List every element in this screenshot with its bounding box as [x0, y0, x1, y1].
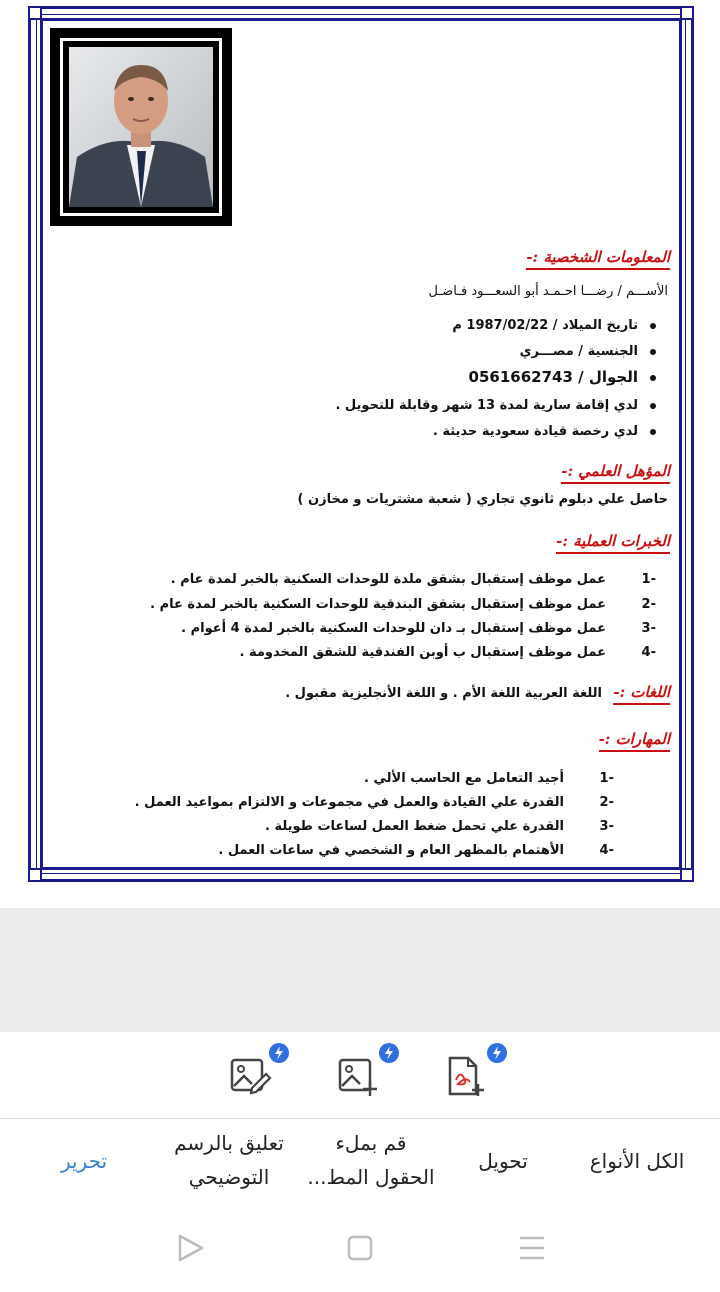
toolbar-divider: [0, 1118, 720, 1119]
border-corner: [680, 6, 694, 20]
name-line: الأســـم / رضـــا احـمـد أبو السعـــود فـاضـل: [428, 284, 668, 299]
experience-item: -1عمل موظف إستقبال بشقق ملدة للوحدات السكنية بالخبر لمدة عام .: [170, 572, 656, 587]
profile-photo: [69, 47, 213, 207]
section-title-education: المؤهل العلمي :-: [561, 462, 670, 484]
section-title-personal: المعلومات الشخصية :-: [526, 248, 670, 270]
tab-fill-fields[interactable]: قم بملء الحقول المط...: [307, 1131, 435, 1189]
skill-item: -3القدرة علي تحمل ضغط العمل لساعات طويلة .: [265, 819, 614, 834]
education-text: حاصل علي دبلوم ثانوي تجاري ( شعبة مشتريات و مخازن ): [297, 492, 668, 507]
border-corner: [28, 6, 42, 20]
profile-photo-frame: [50, 28, 232, 226]
experience-item: -3عمل موظف إستقبال بـ دان للوحدات السكنية بالخبر لمدة 4 أعوام .: [181, 621, 656, 636]
border-corner: [680, 868, 694, 882]
home-nav-icon[interactable]: [340, 1228, 380, 1268]
edit-image-icon[interactable]: [222, 1048, 278, 1104]
tab-edit[interactable]: تحرير: [60, 1149, 108, 1173]
section-title-experience: الخبرات العملية :-: [556, 532, 670, 554]
tab-convert[interactable]: تحويل: [478, 1149, 528, 1173]
skill-item: -4الأهتمام بالمظهر العام و الشخصي في ساعات العمل .: [218, 843, 614, 858]
bullet-license: لدي رخصة قيادة سعودية حديثة .: [433, 424, 656, 439]
premium-badge-icon: [378, 1042, 400, 1064]
skill-item: -2القدرة علي القيادة والعمل في مجموعات و الالتزام بمواعيد العمل .: [134, 795, 614, 810]
convert-pdf-icon[interactable]: [438, 1048, 494, 1104]
page-gap: [0, 908, 720, 1032]
bullet-birth-date: تاريخ الميلاد / 1987/02/22 م: [452, 318, 656, 333]
premium-badge-icon: [486, 1042, 508, 1064]
add-image-icon[interactable]: [330, 1048, 386, 1104]
experience-item: -4عمل موظف إستقبال ب أوبن الفندقية للشقق المخدومة .: [239, 645, 656, 660]
border-corner: [28, 868, 42, 882]
section-title-skills: المهارات :-: [599, 730, 670, 752]
menu-nav-icon[interactable]: [512, 1228, 552, 1268]
bullet-nationality: الجنسية / مصـــري: [520, 344, 656, 359]
bullet-residency: لدي إقامة سارية لمدة 13 شهر وقابلة للتحويل .: [335, 398, 656, 413]
premium-badge-icon: [268, 1042, 290, 1064]
languages-text: اللغة العربية اللغة الأم . و اللغة الأنجليزية مقبول .: [285, 686, 602, 701]
bullet-mobile: الجوال / 0561662743: [469, 368, 656, 386]
skill-item: -1أجيد التعامل مع الحاسب الألي .: [364, 771, 614, 786]
tab-all-types[interactable]: الكل الأنواع: [589, 1149, 685, 1173]
back-nav-icon[interactable]: [170, 1228, 210, 1268]
tab-annotate[interactable]: تعليق بالرسم التوضيحي: [174, 1131, 284, 1189]
experience-item: -2عمل موظف إستقبال بشقق البندقية للوحدات السكنية بالخبر لمدة عام .: [150, 597, 656, 612]
section-title-languages: اللغات :-: [613, 683, 670, 705]
